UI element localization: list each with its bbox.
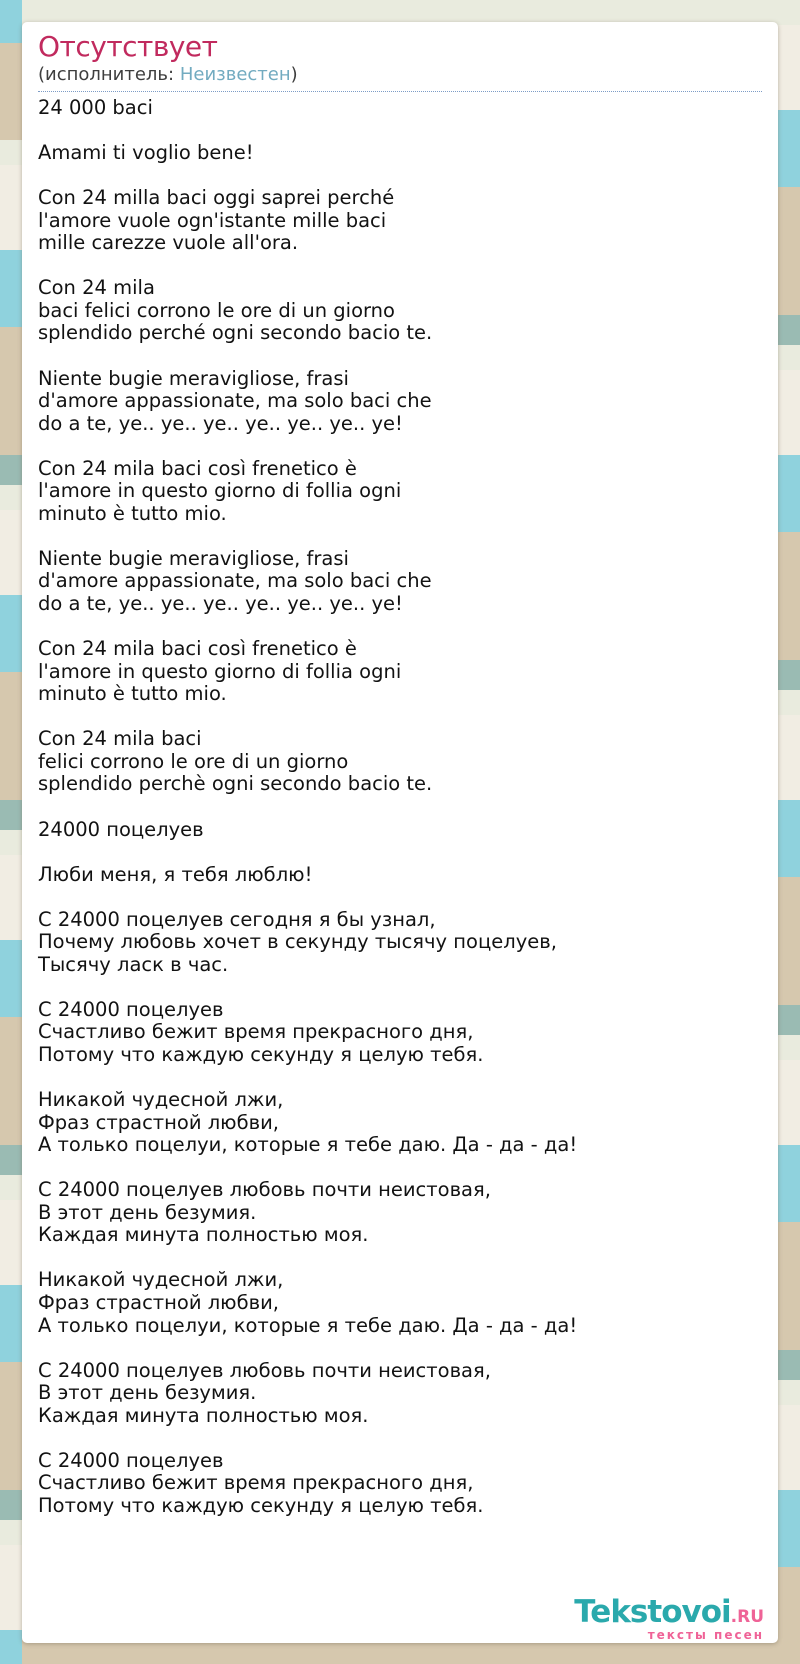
lyrics-line: Каждая минута полностью моя. — [38, 1223, 369, 1247]
lyrics-stanza — [38, 1179, 762, 1247]
lyrics-line: l'amore in questo giorno di follia ogni — [38, 479, 402, 503]
lyrics-line: С 24000 поцелуев — [38, 997, 224, 1021]
lyrics-stanza — [38, 1269, 762, 1337]
lyrics-stanza — [38, 638, 762, 706]
content-panel — [22, 22, 778, 1643]
lyrics-line: Niente bugie meravigliose, frasi — [38, 366, 349, 390]
lyrics-line: В этот день безумия. — [38, 1381, 257, 1405]
lyrics-stanza — [38, 909, 762, 977]
lyrics-line: Счастливо бежит время прекрасного дня, — [38, 1020, 474, 1044]
lyrics-line: minuto è tutto mio. — [38, 682, 227, 706]
lyrics-line: Con 24 mila baci — [38, 727, 202, 751]
lyrics-line: Amami ti voglio bene! — [38, 141, 254, 165]
lyrics-line: Почему любовь хочет в секунду тысячу поцелуев, — [38, 930, 557, 954]
lyrics-line: С 24000 поцелуев любовь почти неистовая, — [38, 1178, 491, 1202]
artist-label: (исполнитель: — [38, 64, 180, 85]
lyrics-line: baci felici corrono le ore di un giorno — [38, 298, 395, 322]
artist-label-close: ) — [290, 64, 298, 85]
lyrics-line: Con 24 mila baci così frenetico è — [38, 456, 357, 480]
lyrics-text — [22, 92, 778, 1517]
lyrics-stanza — [38, 728, 762, 796]
lyrics-line: 24000 поцелуев — [38, 817, 204, 841]
lyrics-stanza — [38, 864, 762, 887]
site-logo-domain: .RU — [730, 1607, 764, 1627]
lyrics-line: minuto è tutto mio. — [38, 501, 227, 525]
site-logo-tagline: тексты песен — [647, 1628, 764, 1642]
lyrics-line: do a te, ye.. ye.. ye.. ye.. ye.. ye.. ye! — [38, 592, 403, 616]
artist-link[interactable]: Неизвестен — [179, 64, 291, 85]
lyrics-line: splendido perché ogni secondo bacio te. — [38, 321, 433, 345]
background-stripes-left — [0, 0, 22, 1664]
lyrics-line: Счастливо бежит время прекрасного дня, — [38, 1471, 474, 1495]
lyrics-stanza — [38, 1360, 762, 1428]
lyrics-line: d'amore appassionate, ma solo baci che — [38, 389, 432, 413]
lyrics-line: l'amore vuole ogn'istante mille baci — [38, 208, 387, 232]
lyrics-line: felici corrono le ore di un giorno — [38, 749, 349, 773]
lyrics-line: splendido perchè ogni secondo bacio te. — [38, 772, 433, 796]
site-logo[interactable] — [574, 1594, 764, 1642]
lyrics-line: d'amore appassionate, ma solo baci che — [38, 569, 432, 593]
lyrics-line: С 24000 поцелуев — [38, 1448, 224, 1472]
lyrics-line: Con 24 mila baci così frenetico è — [38, 637, 357, 661]
lyrics-stanza — [38, 142, 762, 165]
lyrics-stanza — [38, 548, 762, 616]
lyrics-line: Niente bugie meravigliose, frasi — [38, 546, 349, 570]
lyrics-line: Потому что каждую секунду я целую тебя. — [38, 1042, 484, 1066]
lyrics-line: Фраз страстной любви, — [38, 1110, 279, 1134]
lyrics-line: А только поцелуи, которые я тебе даю. Да - да - да! — [38, 1133, 578, 1157]
lyrics-line: l'amore in questo giorno di follia ogni — [38, 659, 402, 683]
lyrics-stanza — [38, 819, 762, 842]
lyrics-line: Никакой чудесной лжи, — [38, 1268, 284, 1292]
lyrics-stanza — [38, 368, 762, 436]
lyrics-line: Тысячу ласк в час. — [38, 952, 229, 976]
lyrics-stanza — [38, 97, 762, 120]
lyrics-line: С 24000 поцелуев сегодня я бы узнал, — [38, 907, 436, 931]
lyrics-line: А только поцелуи, которые я тебе даю. Да - да - да! — [38, 1313, 578, 1337]
lyrics-stanza — [38, 187, 762, 255]
lyrics-line: С 24000 поцелуев любовь почти неистовая, — [38, 1358, 491, 1382]
lyrics-line: Никакой чудесной лжи, — [38, 1088, 284, 1112]
lyrics-line: 24 000 baci — [38, 96, 153, 119]
lyrics-stanza — [38, 277, 762, 345]
artist-line — [38, 64, 762, 92]
lyrics-line: Люби меня, я тебя люблю! — [38, 862, 313, 886]
lyrics-stanza — [38, 1450, 762, 1518]
lyrics-stanza — [38, 999, 762, 1067]
lyrics-line: do a te, ye.. ye.. ye.. ye.. ye.. ye.. ye! — [38, 411, 403, 435]
lyrics-line: Con 24 mila — [38, 276, 155, 300]
lyrics-line: В этот день безумия. — [38, 1200, 257, 1224]
lyrics-line: mille carezze vuole all'ora. — [38, 231, 299, 255]
song-header — [22, 22, 778, 92]
lyrics-line: Потому что каждую секунду я целую тебя. — [38, 1493, 484, 1517]
lyrics-line: Con 24 milla baci oggi saprei perché — [38, 186, 395, 210]
page-title: Отсутствует — [38, 30, 218, 63]
lyrics-line: Фраз страстной любви, — [38, 1290, 279, 1314]
lyrics-stanza — [38, 1089, 762, 1157]
site-logo-wordmark: Tekstovoi — [574, 1594, 731, 1630]
lyrics-line: Каждая минута полностью моя. — [38, 1403, 369, 1427]
lyrics-stanza — [38, 458, 762, 526]
